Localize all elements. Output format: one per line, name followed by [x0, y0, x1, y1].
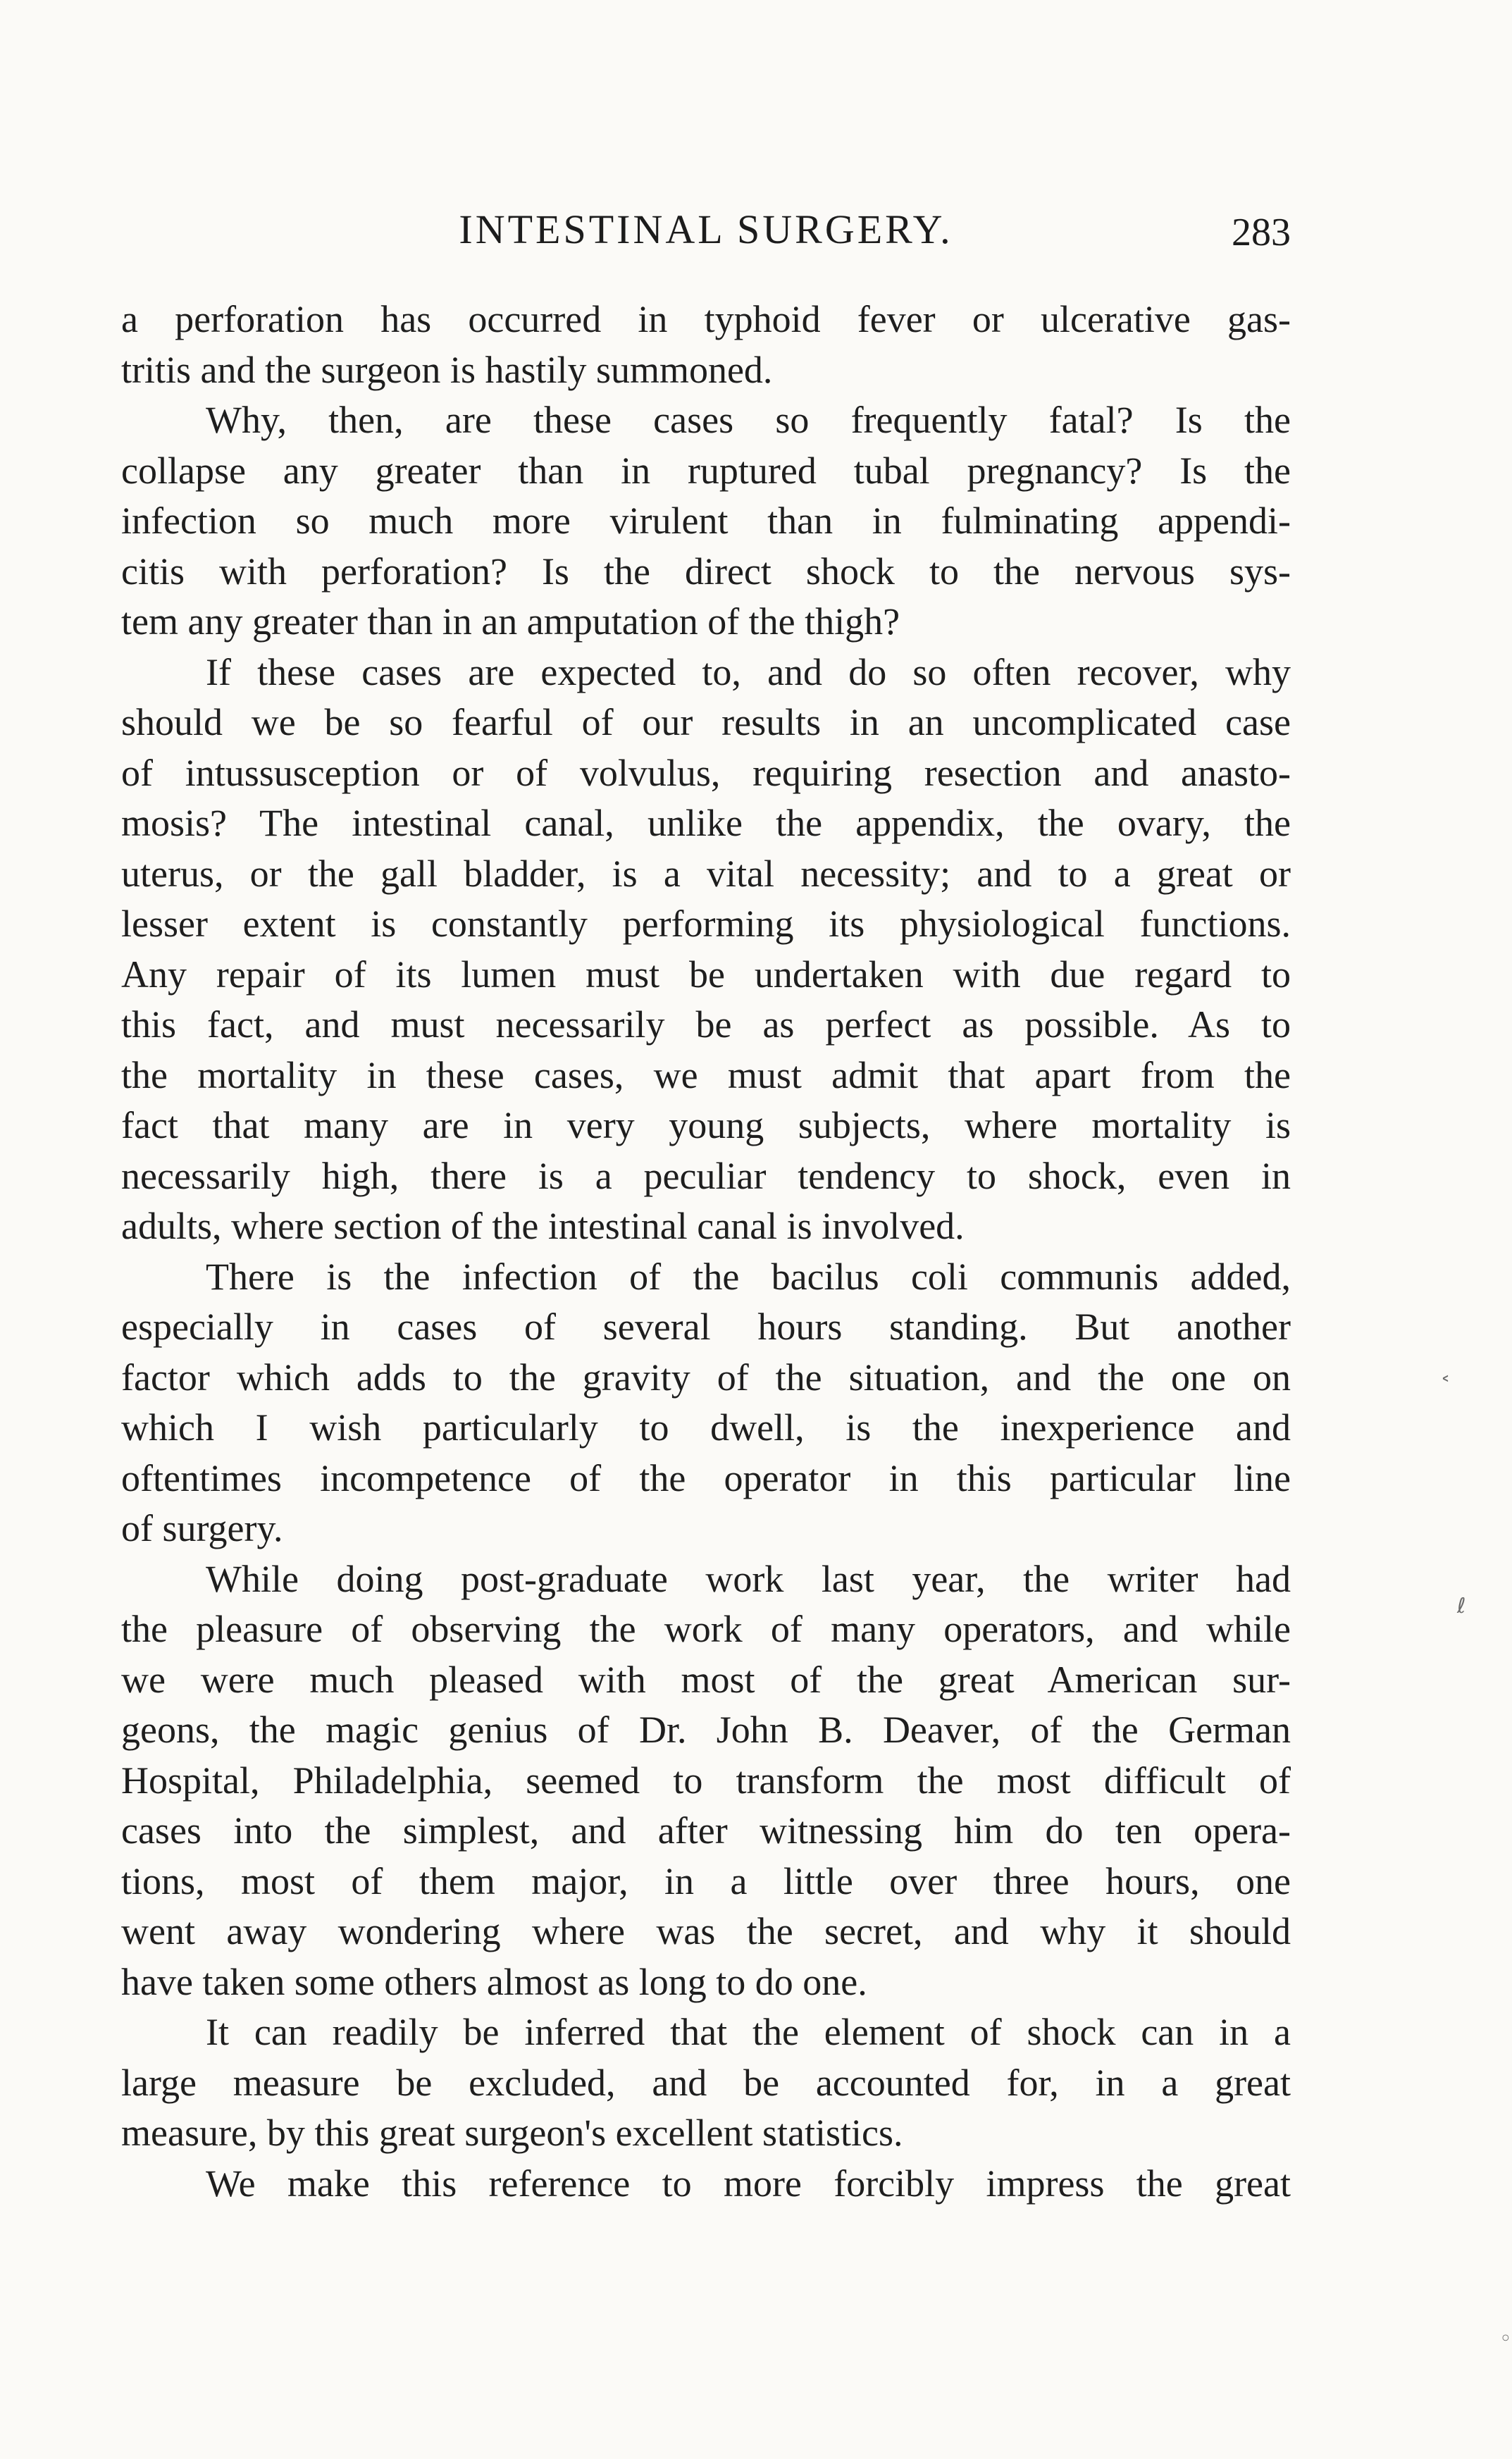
text-line: adults, where section of the intestinal canal is involved.: [121, 1205, 965, 1247]
text-line: of intussusception or of volvulus, requiring resection and anasto-: [121, 751, 1291, 794]
text-line: factor which adds to the gravity of the situation, and the one on: [121, 1356, 1291, 1399]
text-line: Why, then, are these cases so frequently fatal? Is the: [206, 399, 1291, 441]
text-line: tritis and the surgeon is hastily summoned.: [121, 348, 773, 391]
text-line: geons, the magic genius of Dr. John B. Deaver, of the German: [121, 1709, 1291, 1751]
text-line: necessarily high, there is a peculiar tendency to shock, even in: [121, 1154, 1291, 1197]
running-head: [121, 206, 1291, 269]
text-line: tem any greater than in an amputation of the thigh?: [121, 600, 900, 643]
text-line: went away wondering where was the secret, and why it should: [121, 1910, 1291, 1952]
text-line: If these cases are expected to, and do so often recover, why: [206, 650, 1291, 693]
text-line: a perforation has occurred in typhoid fever or ulcerative gas-: [121, 298, 1291, 340]
margin-speck: ◦: [1499, 2327, 1512, 2351]
text-line: large measure be excluded, and be accounted for, in a great: [121, 2061, 1291, 2104]
text-line: cases into the simplest, and after witnessing him do ten opera-: [121, 1809, 1291, 1852]
text-line: of surgery.: [121, 1507, 283, 1549]
text-line: Hospital, Philadelphia, seemed to transform the most difficult of: [121, 1759, 1291, 1802]
text-line: uterus, or the gall bladder, is a vital necessity; and to a great or: [121, 852, 1291, 895]
text-line: we were much pleased with most of the great American sur-: [121, 1658, 1291, 1701]
text-line: lesser extent is constantly performing its physiological functions.: [121, 903, 1291, 945]
text-line: should we be so fearful of our results in an uncomplicated case: [121, 701, 1291, 743]
text-line: the pleasure of observing the work of many operators, and while: [121, 1608, 1291, 1650]
text-line: mosis? The intestinal canal, unlike the appendix, the ovary, the: [121, 802, 1291, 844]
text-line: oftentimes incompetence of the operator in this particular line: [121, 1456, 1291, 1499]
text-line: measure, by this great surgeon's excellent statistics.: [121, 2112, 903, 2154]
text-line: It can readily be inferred that the element of shock can in a: [206, 2011, 1291, 2053]
text-line: especially in cases of several hours standing. But another: [121, 1306, 1291, 1348]
body-text: [121, 295, 1291, 2209]
text-line: the mortality in these cases, we must admit that apart from the: [121, 1053, 1291, 1096]
text-line: citis with perforation? Is the direct shock to the nervous sys-: [121, 550, 1291, 593]
text-line: While doing post-graduate work last year, the writer had: [206, 1557, 1291, 1600]
text-line: collapse any greater than in ruptured tubal pregnancy? Is the: [121, 449, 1291, 492]
text-line: this fact, and must necessarily be as perfect as possible. As to: [121, 1003, 1291, 1046]
text-line: fact that many are in very young subjects, where mortality is: [121, 1104, 1291, 1146]
text-line: tions, most of them major, in a little over three hours, one: [121, 1859, 1291, 1902]
text-line: which I wish particularly to dwell, is the inexperience and: [121, 1406, 1291, 1449]
text-line: infection so much more virulent than in fulminating appendi-: [121, 500, 1291, 542]
text-line: There is the infection of the bacilus coli communis added,: [206, 1255, 1291, 1298]
text-line: Any repair of its lumen must be undertaken with due regard to: [121, 953, 1291, 996]
margin-speck: ℓ: [1457, 1594, 1466, 1618]
text-line: We make this reference to more forcibly impress the great: [206, 2162, 1291, 2205]
margin-speck: ˂: [1440, 1374, 1451, 1399]
running-title: INTESTINAL SURGERY.: [459, 206, 953, 252]
page-number: 283: [1232, 211, 1291, 254]
text-line: have taken some others almost as long to do one.: [121, 1960, 867, 2003]
